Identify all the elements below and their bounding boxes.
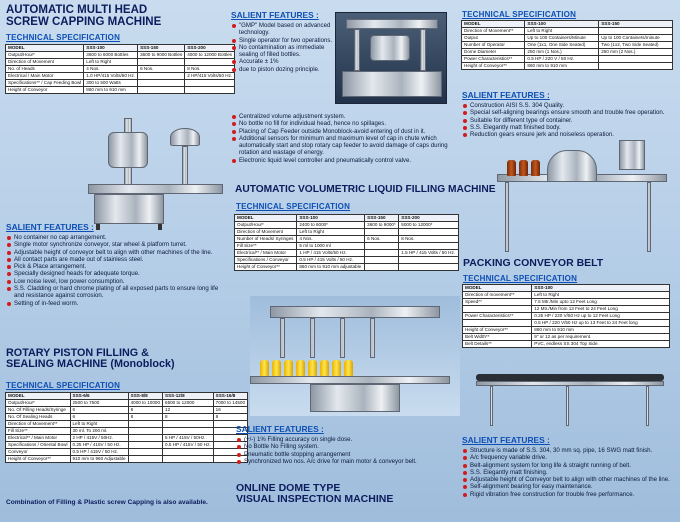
table-row	[6, 59, 235, 66]
list-item: Structure is made of S.S. 304, 30 mm sq. pipe, 16 SWG matt finish.	[462, 447, 676, 454]
table-cell: Height of Conveyor**	[6, 456, 71, 463]
conveyor-image	[476, 372, 664, 430]
table-cell: 6 Nos.	[365, 236, 399, 243]
list-item: "GMP" Model based on advanced technology.	[231, 22, 335, 37]
table-cell: 8 Nos.	[185, 66, 235, 73]
table-row	[462, 42, 673, 49]
list-item: No Bottle No Filling system.	[236, 443, 456, 450]
table-cell: 6500 to 12000	[163, 400, 214, 407]
table-cell: Electrical / Main Motor	[6, 73, 84, 80]
table-cell: Output/Hour*	[6, 400, 71, 407]
dome-spec-title: TECHNICAL SPECIFICATION	[462, 10, 577, 19]
table-cell	[399, 229, 459, 236]
table-header-cell: SSS-100	[297, 215, 365, 222]
table-row	[463, 341, 670, 348]
table-cell	[163, 428, 214, 435]
list-item: No container no cap arrangement.	[6, 234, 228, 241]
table-header-cell: SSS-100	[532, 285, 670, 292]
feature-list	[231, 22, 335, 73]
list-item: Adjustable height of conveyor belt to align with other machines of the line.	[6, 249, 228, 256]
dome-spec-table	[461, 20, 673, 70]
table-cell: 300 to 500 Watts	[84, 80, 138, 87]
table-header-cell: SSS-8/8	[128, 393, 162, 400]
table-cell	[128, 449, 162, 456]
list-item: Low noise level, low power consumption.	[6, 278, 228, 285]
rotary-title-line1: ROTARY PISTON FILLING &	[6, 347, 149, 359]
table-cell: Dome Diameter	[462, 49, 525, 56]
dome-title-line1: ONLINE DOME TYPE	[236, 482, 341, 494]
table-cell: Height of Conveyor**	[463, 327, 532, 334]
table-cell: 3600 to 9000 Bottles	[138, 52, 185, 59]
table-row	[235, 250, 459, 257]
conveyor-spec-title: TECHNICAL SPECIFICATION	[463, 274, 578, 283]
table-cell: Belt Details**	[463, 341, 532, 348]
list-item: due to piston dozing principle.	[231, 66, 335, 73]
table-header-cell: SSS-16/8	[213, 393, 247, 400]
table-cell	[128, 456, 162, 463]
table-cell	[185, 59, 235, 66]
table-row	[462, 56, 673, 63]
list-item: Accurate ± 1%	[231, 58, 335, 65]
volumetric-features	[236, 424, 456, 465]
table-cell: 2 HP/415 Volts/50 Hz.	[185, 73, 235, 80]
feature-list	[462, 102, 676, 138]
table-row	[6, 456, 248, 463]
table-cell: Height of Conveyor**	[462, 63, 525, 70]
list-item: S.S. Elegantly matt finishing.	[462, 469, 676, 476]
table-cell	[163, 421, 214, 428]
table-header-row	[6, 393, 248, 400]
table-row	[6, 407, 248, 414]
table-cell: 12 Mtr./Min from 13 Feet to 24 Feet Long	[532, 306, 670, 313]
feature-list	[231, 113, 456, 164]
table-row	[235, 264, 459, 271]
dome-salient-title: SALIENT FEATURES :	[462, 90, 550, 100]
table-cell	[365, 243, 399, 250]
table-row	[235, 229, 459, 236]
table-cell	[365, 229, 399, 236]
list-item: Belt-alignment system for long life & straight running of belt.	[462, 462, 676, 469]
table-cell	[599, 63, 673, 70]
rotary-spec-title: TECHNICAL SPECIFICATION	[6, 381, 121, 390]
table-cell	[138, 73, 185, 80]
table-cell: 0.5 HP / 415V / 50 Hz.	[163, 442, 214, 449]
table-row	[6, 435, 248, 442]
rotary-title-line2: SEALING MACHINE (Monoblock)	[6, 358, 175, 371]
list-item: S.S. Cladding or hard chrome plating of all exposed parts to ensure long life and resistance against corrosion.	[6, 285, 228, 300]
list-item: Single operator for two operations.	[231, 37, 335, 44]
table-cell: 860 mm to 910 mm adjustable	[297, 264, 365, 271]
table-cell	[365, 264, 399, 271]
rotary-machine-image	[335, 12, 447, 104]
table-row	[462, 28, 673, 35]
table-row	[6, 52, 235, 59]
list-item: Setting of in-feed worm.	[6, 300, 228, 307]
dome-title	[236, 483, 393, 505]
table-cell: Left to Right	[297, 229, 365, 236]
table-cell: 4 Nos.	[297, 236, 365, 243]
list-item: Placing of Cap Feeder outside Monoblock-avoid entering of dust in it.	[231, 128, 456, 135]
table-header-cell: MODEL	[235, 215, 297, 222]
table-cell: 4 Nos.	[84, 66, 138, 73]
table-header-cell: SSS-200	[185, 45, 235, 52]
table-cell	[128, 442, 162, 449]
table-cell: Fill Size**	[235, 243, 297, 250]
list-item: Suitable for different type of container.	[462, 117, 676, 124]
table-row	[235, 257, 459, 264]
list-item: Rigid vibration free construction for trouble free performance.	[462, 491, 676, 498]
table-cell: Height of Conveyor	[6, 87, 84, 94]
table-cell: Left to Right	[84, 59, 138, 66]
table-header-cell: MODEL	[462, 21, 525, 28]
table-cell	[599, 56, 673, 63]
table-row	[463, 299, 670, 306]
table-cell: 0.25 HP / 415V / 50 Hz.	[70, 442, 128, 449]
dome-features	[462, 90, 676, 138]
table-cell: Direction of Movement**	[462, 28, 525, 35]
table-cell: 0.5 HP / 415V / 50 Hz.	[70, 449, 128, 456]
table-cell: No. Of Filling Heads/Syringe	[6, 407, 71, 414]
table-header-row	[6, 45, 235, 52]
table-cell: PVC, endless SS 304 Top Side.	[532, 341, 670, 348]
table-row	[463, 292, 670, 299]
feature-list	[236, 436, 456, 465]
list-item: No contamination as immediate sealing of filled bottles.	[231, 44, 335, 59]
table-cell: Left to Right	[70, 421, 128, 428]
table-header-cell: SSS-100	[84, 45, 138, 52]
table-header-cell: SSS-200	[399, 215, 459, 222]
table-cell	[128, 435, 162, 442]
table-cell: 860 mm to 910 mm	[532, 327, 670, 334]
table-cell: Power Characteristics**	[462, 56, 525, 63]
table-cell: Power Characteristics**	[463, 313, 532, 320]
table-cell: 0.25 HP / 220 V/50 Hz up to 12 Feet Long	[532, 313, 670, 320]
list-item: Specially designed heads for adequate torque.	[6, 270, 228, 277]
volumetric-spec-table	[234, 214, 459, 271]
table-cell: Direction of Movement	[6, 59, 84, 66]
rotary-spec-table	[5, 392, 248, 463]
table-row	[462, 35, 673, 42]
table-row	[462, 63, 673, 70]
table-cell: Direction of Movement**	[6, 421, 71, 428]
rotary-salient-title: SALIENT FEATURES :	[231, 10, 319, 20]
table-cell: Left to Right	[532, 292, 670, 299]
volumetric-spec-title: TECHNICAL SPECIFICATION	[236, 202, 351, 211]
rotary-title	[6, 348, 175, 371]
table-cell: Left to Right	[525, 28, 599, 35]
table-row	[235, 243, 459, 250]
table-cell: No. of Heads	[6, 66, 84, 73]
dome-title-line2: VISUAL INSPECTION MACHINE	[236, 493, 394, 506]
table-cell: No. Of Sealing Heads	[6, 414, 71, 421]
table-cell: 0.5 HP / 220 V/50 Hz up to 13 Feet to 24 Feet long	[532, 320, 670, 327]
table-cell: 860 mm to 910 mm	[525, 63, 599, 70]
capping-salient-title: SALIENT FEATURES :	[6, 222, 94, 232]
table-header-row	[235, 215, 459, 222]
table-cell: 3600 to 9000*	[365, 222, 399, 229]
list-item: Adjustable height of Conveyor belt to align with other machines of the line.	[462, 476, 676, 483]
table-header-cell: MODEL	[6, 45, 84, 52]
table-row	[6, 80, 235, 87]
list-item: All contact parts are made out of stainless steel.	[6, 256, 228, 263]
table-cell	[185, 87, 235, 94]
table-cell: 1 HP / 415 Volts/50 Hz.	[297, 250, 365, 257]
table-cell	[138, 87, 185, 94]
table-cell: 2500 to 7500	[70, 400, 128, 407]
conveyor-salient-title: SALIENT FEATURES :	[462, 435, 550, 445]
table-header-row	[462, 21, 673, 28]
table-cell: 8	[213, 414, 247, 421]
table-cell	[365, 250, 399, 257]
table-cell: 7.5 Mtr./Min upto 12 Feet Long	[532, 299, 670, 306]
table-row	[463, 334, 670, 341]
table-cell: 30 ml. To 200 ml.	[70, 428, 128, 435]
table-row	[463, 320, 670, 327]
table-cell	[128, 428, 162, 435]
capping-features	[6, 222, 228, 307]
table-cell: 4000 to 12000 Bottles	[185, 52, 235, 59]
conveyor-features	[462, 435, 676, 498]
table-cell	[163, 449, 214, 456]
table-cell: Up to 100 Containers/Minute	[525, 35, 599, 42]
table-cell: 0.5 HP / 415 Volts / 50 Hz.	[297, 257, 365, 264]
table-cell: Belt Width**	[463, 334, 532, 341]
table-header-cell: SSS-12/8	[163, 393, 214, 400]
feature-list	[6, 234, 228, 307]
table-cell: Output	[462, 35, 525, 42]
list-item: Pneumatic bottle stopping arrangement	[236, 451, 456, 458]
list-item: Reduction gears ensure jerk and noiseless operation.	[462, 131, 676, 138]
list-item: Construction AISI S.S. 304 Quality.	[462, 102, 676, 109]
table-cell: 3600 to 6000 Bottles	[84, 52, 138, 59]
capping-title-line1: AUTOMATIC MULTI HEAD	[6, 4, 148, 16]
capping-spec-title: TECHNICAL SPECIFICATION	[6, 33, 121, 42]
table-cell: 1.0 HP/415 Volts/50 Hz.	[84, 73, 138, 80]
table-cell	[128, 421, 162, 428]
table-cell: 7000 to 14500	[213, 400, 247, 407]
table-cell: 860 mm to 910 mm	[84, 87, 138, 94]
table-cell: 910 mm to 960 Adjustable	[70, 456, 128, 463]
list-item: Synchronized two nos. A/c drive for main motor & conveyor belt.	[236, 458, 456, 465]
table-cell: 6 Nos.	[138, 66, 185, 73]
table-cell: 5000 to 12000*	[399, 222, 459, 229]
table-cell: Specifications / Conveyor	[235, 257, 297, 264]
list-item: No bottle no fill for individual head, hence no spillages.	[231, 120, 456, 127]
table-cell: 6	[70, 414, 128, 421]
table-cell	[185, 80, 235, 87]
table-cell: 0.5 HP / 220 V / 50 Hz.	[525, 56, 599, 63]
table-cell	[138, 80, 185, 87]
list-item: S.S. Elegantly matt finished body.	[462, 124, 676, 131]
table-cell: 5 HP / 415V / 50Hz.	[163, 435, 214, 442]
table-header-cell: SSS-150	[365, 215, 399, 222]
table-row	[463, 327, 670, 334]
table-cell: Number of Heads/ Syringes	[235, 236, 297, 243]
table-row	[6, 442, 248, 449]
list-item: Centralized volume adjustment system.	[231, 113, 456, 120]
table-cell: 12	[163, 407, 214, 414]
table-row	[6, 414, 248, 421]
conveyor-title: PACKING CONVEYOR BELT	[463, 257, 604, 269]
table-header-cell: SSS-6/6	[70, 393, 128, 400]
table-header-cell: SSS-150	[599, 21, 673, 28]
list-item: Electronic liquid level controller and pneumatically control valve.	[231, 157, 456, 164]
table-cell: Two (1x2, Two Side Seated)	[599, 42, 673, 49]
table-cell: Direction of Movement	[235, 229, 297, 236]
table-cell	[599, 28, 673, 35]
table-cell: Speed**	[463, 299, 532, 306]
table-cell: 4000 to 10000	[128, 400, 162, 407]
table-cell: Direction of movement**	[463, 292, 532, 299]
table-cell	[399, 264, 459, 271]
table-header-cell: SSS-100	[525, 21, 599, 28]
table-cell: 8	[163, 414, 214, 421]
list-item: Special self-aligning bearings ensure smooth and trouble free operation.	[462, 109, 676, 116]
table-cell: 5 ml to 1000 ml	[297, 243, 365, 250]
table-cell: 1.5 HP / 415 Volts / 50 Hz.	[399, 250, 459, 257]
table-cell: 250 mm (2 Nos.)	[599, 49, 673, 56]
capping-spec-table	[5, 44, 235, 94]
table-cell	[399, 243, 459, 250]
table-cell: 2400 to 6000*	[297, 222, 365, 229]
table-cell	[138, 59, 185, 66]
table-row	[6, 73, 235, 80]
rotary-footnote: Combination of Filling & Plastic screw Capping is also available.	[6, 499, 208, 506]
table-row	[235, 236, 459, 243]
table-cell: Fill Size**	[6, 428, 71, 435]
table-row	[6, 66, 235, 73]
table-cell: Height of Conveyor**	[235, 264, 297, 271]
table-row	[463, 306, 670, 313]
table-cell: 9" or 12 as per requirement.	[532, 334, 670, 341]
table-cell: Specifications** / Cap Feeding Bowl	[6, 80, 84, 87]
table-cell: Electrical** / Main Motor	[235, 250, 297, 257]
table-header-cell: MODEL	[463, 285, 532, 292]
table-row	[6, 421, 248, 428]
table-row	[462, 49, 673, 56]
list-item: Additional sensors for minimum and maximum level of cap in chute which automatically start and stop rotary cap feeder to avoid damage of caps during rotation and wastage of energy.	[231, 135, 456, 157]
volumetric-title: AUTOMATIC VOLUMETRIC LIQUID FILLING MACHINE	[235, 184, 496, 195]
table-row	[463, 313, 670, 320]
table-row	[6, 449, 248, 456]
feature-list	[462, 447, 676, 498]
list-item: A/c frequency variable drive.	[462, 454, 676, 461]
table-cell: Up to 100 Containers/minute	[599, 35, 673, 42]
table-cell	[463, 320, 532, 327]
table-cell: Specifications / Oriental Bowl	[6, 442, 71, 449]
table-cell: Output/Hour*	[6, 52, 84, 59]
table-header-cell: MODEL	[6, 393, 71, 400]
table-cell	[463, 306, 532, 313]
table-cell: 8	[128, 414, 162, 421]
table-cell: 250 mm (1 Nos.)	[525, 49, 599, 56]
table-cell	[399, 257, 459, 264]
table-row	[6, 87, 235, 94]
conveyor-spec-table	[462, 284, 670, 348]
rotary-features	[231, 10, 327, 22]
table-row	[6, 400, 248, 407]
list-item: Pick & Place arrangement.	[6, 263, 228, 270]
list-item: Single motor synchronize conveyor, star wheel & platform turret.	[6, 241, 228, 248]
capping-title-line2: SCREW CAPPING MACHINE	[6, 16, 162, 29]
table-cell: Output/Hour*	[235, 222, 297, 229]
table-cell: One (1x1, One Side Seated)	[525, 42, 599, 49]
table-header-row	[463, 285, 670, 292]
volumetric-salient-title: SALIENT FEATURES :	[236, 424, 324, 434]
table-cell: Electrical** / Main Motor	[6, 435, 71, 442]
table-cell: 16	[213, 407, 247, 414]
table-cell: Number of Operator	[462, 42, 525, 49]
table-cell: 2 HP / 415V / 50Hz.	[70, 435, 128, 442]
table-cell	[365, 257, 399, 264]
table-cell: Conveyor	[6, 449, 71, 456]
table-cell: 6	[70, 407, 128, 414]
capping-title	[6, 4, 161, 28]
dome-machine-image	[497, 140, 667, 260]
table-cell	[163, 456, 214, 463]
table-header-cell: SSS-150	[138, 45, 185, 52]
list-item: (+/-) 1% Filling accuracy on single dose.	[236, 436, 456, 443]
table-cell: 8	[128, 407, 162, 414]
table-cell: 8 Nos.	[399, 236, 459, 243]
volumetric-machine-image	[250, 296, 460, 416]
table-row	[6, 428, 248, 435]
capping-machine-image	[88, 118, 223, 230]
table-row	[235, 222, 459, 229]
list-item: Self-alignment bearing for easy maintenance.	[462, 483, 676, 490]
